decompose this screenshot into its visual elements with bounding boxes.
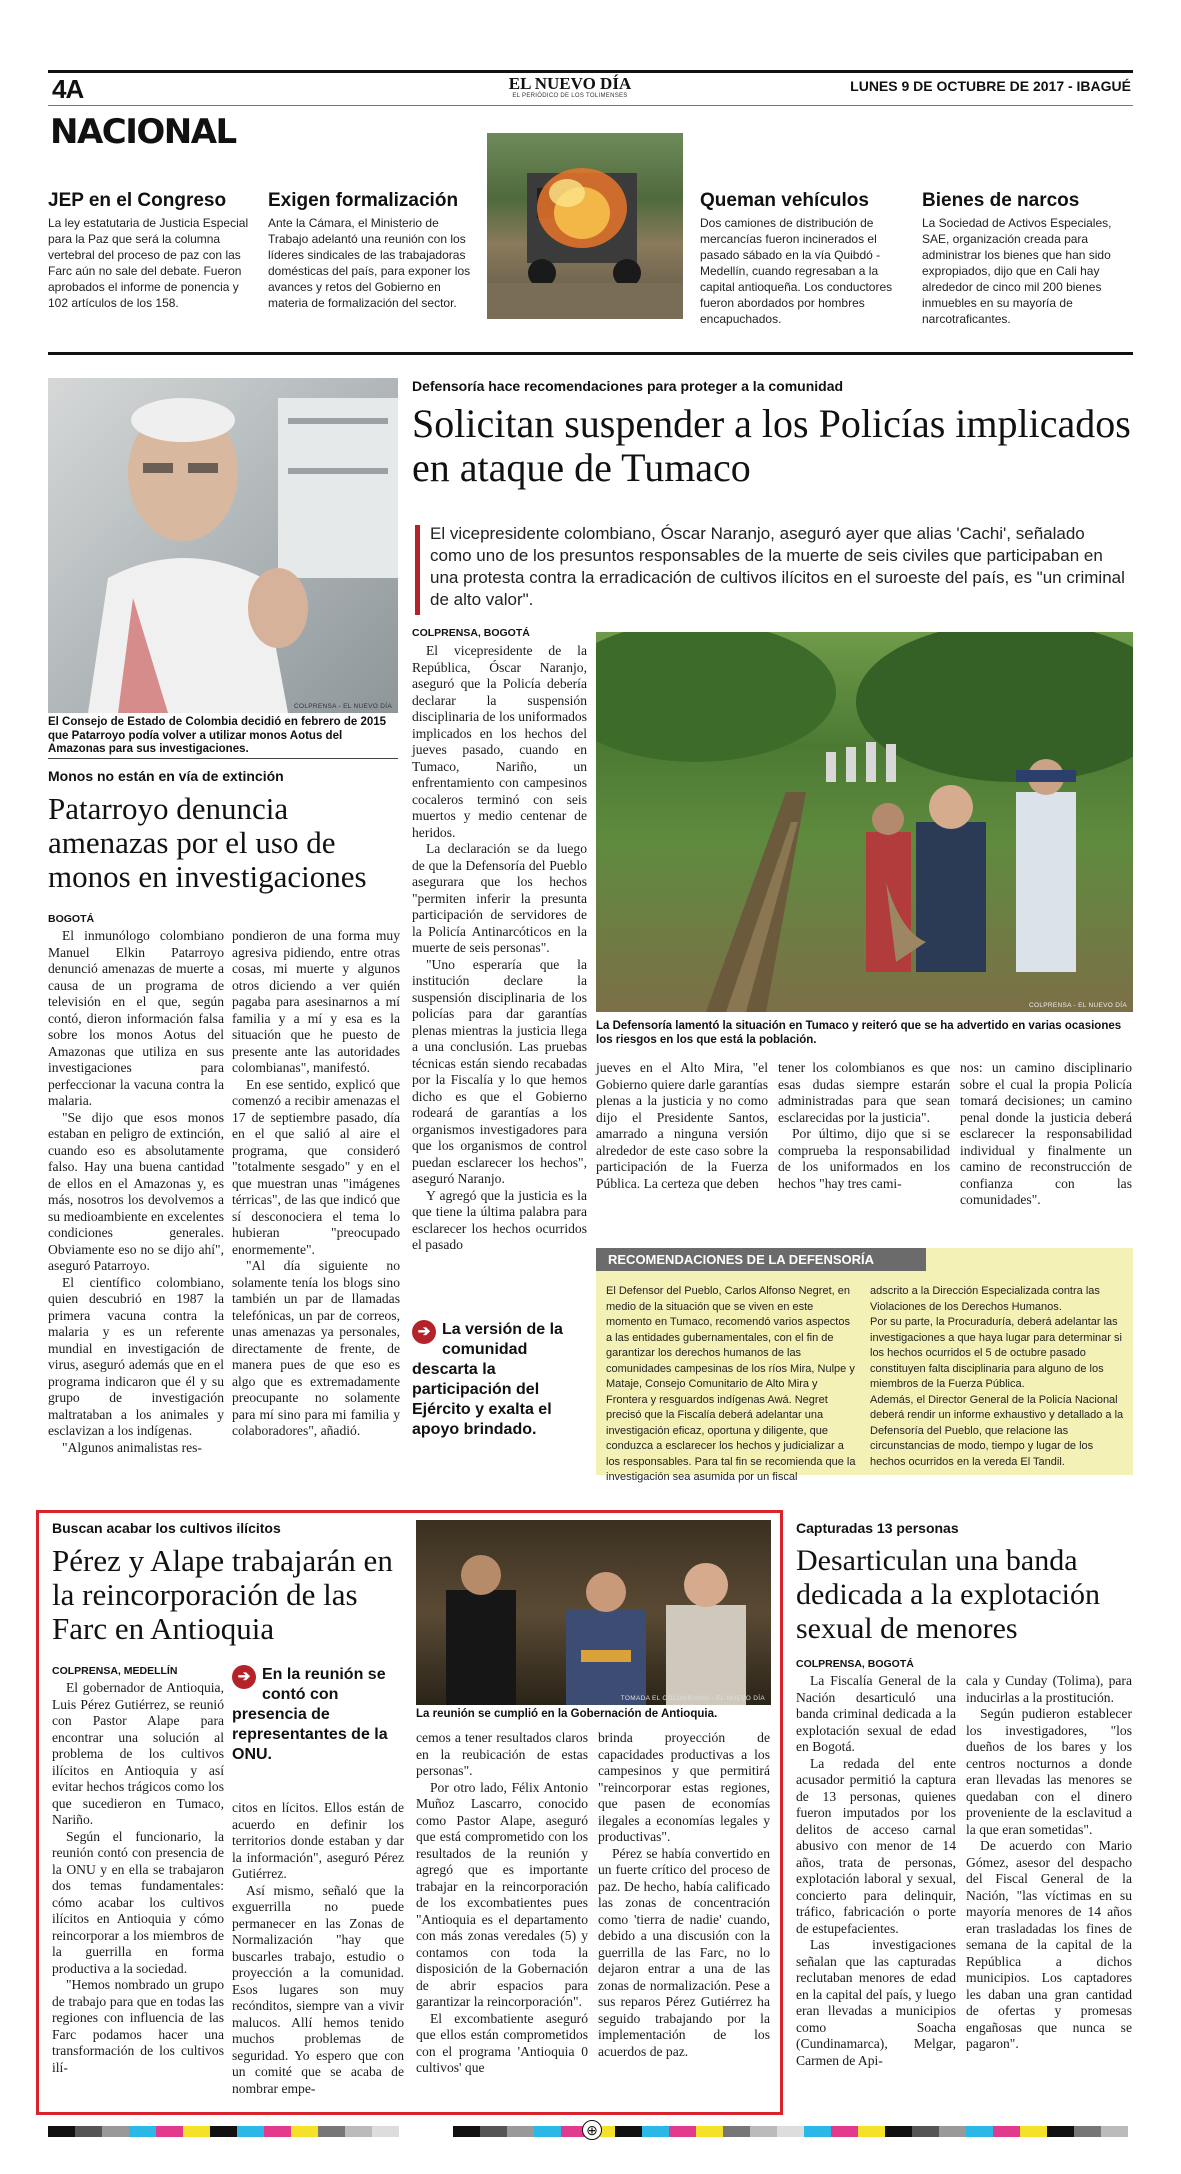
patarroyo-kicker: Monos no están en vía de extinción bbox=[48, 768, 284, 784]
pull-text: La versión de la comunidad descarta la participación del Ejército y exalta el apoyo brindado. bbox=[412, 1321, 563, 1438]
paragraph: En ese sentido, explicó que comenzó a recibir amenazas el 17 de septiembre pasado, día en el que salió al aire el programa, que consideró "totalmente sesgado" y en el que muestran unas "imágenes térricas", de las que indicó que sí desconociera el tema lo hubieran "preocupado enormemente". bbox=[232, 1076, 400, 1257]
tumaco-col3 bbox=[778, 1060, 950, 1192]
perez-byline: COLPRENSA, MEDELLÍN bbox=[52, 1665, 178, 1677]
patarroyo-image bbox=[48, 378, 398, 713]
paragraph: "Hemos nombrado un grupo de trabajo para que en todas las regiones con influencia de las Farc podamos hacer una transformación de los cultivos ilí- bbox=[52, 1977, 224, 2075]
header-rule bbox=[48, 105, 1133, 106]
paragraph: Por último, dijo que si se comprueba la responsabilidad de los uniformados en los hechos "hay tres cami- bbox=[778, 1126, 950, 1191]
paragraph: El científico colombiano, quien descubrió en 1987 la primera vacuna contra la malaria y es un referente mundial en investigación de virus, aseguró además que en el programa indicaron que él y su grupo de investigación maltrataban a los animales y esclavizan a los indígenas. bbox=[48, 1274, 224, 1438]
banda-byline: COLPRENSA, BOGOTÁ bbox=[796, 1658, 914, 1670]
perez-pull-quote bbox=[232, 1665, 407, 1765]
tumaco-caption: La Defensoría lamentó la situación en Tumaco y reiteró que se ha advertido en varias ocasiones los riesgos en los que está la población. bbox=[596, 1020, 1122, 1046]
paragraph: La Fiscalía General de la Nación desarticuló una banda criminal dedicada a la explotación sexual de edad en Bogotá. bbox=[796, 1673, 956, 1754]
registration-mark-icon: ⊕ bbox=[582, 2120, 602, 2140]
paragraph: nos: un camino disciplinario sobre el cual la propia Policía tomará decisiones; un camino penal donde la justicia deberá esclarecer la responsabilidad individual y finalmente un camino de reconstrucción de confianza con las comunidades". bbox=[960, 1060, 1132, 1207]
brief-title: Bienes de narcos bbox=[922, 190, 1080, 211]
banda-col2 bbox=[966, 1673, 1132, 2053]
box-col2: adscrito a la Dirección Especializada contra las Violaciones de los Derechos Humanos. Por su parte, la Procuraduría, deberá adelantar las investigaciones a que haya lugar para determinar si los hechos ocurridos el 5 de octubre pasado constituyen falta disciplinaria para alguno de los miembros de la Fuerza Pública. Además, el Director General de la Policía Nacional deberá rendir un informe exhaustivo y detallado a la Defensoría del Pueblo, que relacione las circunstancias de modo, tiempo y lugar de los hechos ocurridos en la vereda El Tandil. bbox=[870, 1285, 1124, 1468]
perez-headline: Pérez y Alape trabajarán en la reincorporación de las Farc en Antioquia bbox=[52, 1543, 393, 1646]
top-rule bbox=[48, 70, 1133, 73]
paragraph: Pérez se había convertido en un fuerte crítico del proceso de paz. De hecho, había calificado las zonas de concentración como 'tierra de nadie' cuando, debido a una discusión con la guerrilla de las Farc, no lo dejaron entrar a una de las zonas de normalización. Pese a sus reparos Pérez Gutiérrez ha seguido trabajando por la implementación de los acuerdos de paz. bbox=[598, 1845, 770, 2059]
brief-title: JEP en el Congreso bbox=[48, 190, 227, 211]
paragraph: tener los colombianos es que esas dudas siempre estarán administradas para que sean esclarecidas por la justicia". bbox=[778, 1060, 950, 1125]
brief-title: Queman vehículos bbox=[700, 190, 869, 211]
tumaco-byline: COLPRENSA, BOGOTÁ bbox=[412, 627, 530, 639]
paragraph: El gobernador de Antioquia, Luis Pérez Gutiérrez, se reunió con Pastor Alape para encontrar una solución al problema de los cultivos ilícitos en Antioquia y así evitar hechos trágicos como los que sucedieron en Tumaco, Nariño. bbox=[52, 1680, 224, 1827]
page-number: 4A bbox=[52, 74, 84, 104]
brand-logo bbox=[500, 75, 640, 103]
paragraph: La redada del ente acusador permitió la captura de 13 personas, quienes fueron imputados por los delitos de acceso carnal abusivo con menor de 14 años, trata de personas, explotación laboral y sexual, concierto para delinquir, tráfico, fabricación o porte de estupefacientes. bbox=[796, 1755, 956, 1936]
tumaco-image bbox=[596, 632, 1133, 1012]
paragraph: Así mismo, señaló que la exguerrilla no puede permanecer en las Zonas de Normalización "hay que buscarles trabajo, estudio o proyección a la comunidad. Esos lugares son muy recónditos, siempre van a vivir malucos. Allí hemos tenido muchos problemas de seguridad. Yo espero que con un comité que se acaba de nombrar empe- bbox=[232, 1882, 404, 2096]
paragraph: citos en lícitos. Ellos están de acuerdo en definir los territorios donde estaban y dar la información", aseguró Pérez Gutiérrez. bbox=[232, 1800, 404, 1881]
brief-text: Ante la Cámara, el Ministerio de Trabajo adelantó una reunión con los líderes sindicales de las trabajadoras domésticas del país, para exponer los avances y retos del Gobierno en materia de formalización del sector. bbox=[268, 216, 471, 310]
rule bbox=[48, 758, 398, 759]
perez-col4 bbox=[598, 1730, 770, 2060]
burning-truck-image bbox=[487, 133, 683, 319]
burning-truck-photo bbox=[487, 133, 683, 319]
recommendations-box bbox=[596, 1248, 1133, 1483]
paragraph: cemos a tener resultados claros en la reubicación de estas personas". bbox=[416, 1730, 588, 1778]
pull-text: En la reunión se contó con presencia de representantes de la ONU. bbox=[232, 1666, 388, 1763]
brief-text: La ley estatutaria de Justicia Especial para la Paz que será la columna vertebral del proceso de paz con las Farc aún no sale del debate. Fueron aprobados el informe de ponencia y 102 artículos de los 158. bbox=[48, 216, 249, 310]
brief-formalizacion bbox=[268, 190, 473, 311]
paragraph: De acuerdo con Mario Gómez, asesor del despacho del Fiscal General de la Nación, "las víctimas en su mayoría menores de 14 años eran trasladadas los fines de semana de la capital de la República a dichos municipios. Los captadores les daban una gran cantidad de ofertas y promesas engañosas que nunca se pagaron". bbox=[966, 1838, 1132, 2051]
perez-col3 bbox=[416, 1730, 588, 2077]
perez-col2 bbox=[232, 1800, 404, 2097]
paragraph: "Algunos animalistas res- bbox=[62, 1439, 202, 1455]
arrow-right-icon: ➔ bbox=[232, 1665, 256, 1689]
tumaco-headline: Solicitan suspender a los Policías implicados en ataque de Tumaco bbox=[412, 401, 1131, 490]
brief-title: Exigen formalización bbox=[268, 190, 459, 211]
box-col1: El Defensor del Pueblo, Carlos Alfonso Negret, en medio de la situación que se viven en este momento en Tumaco, recomendó varios aspectos a las entidades gubernamentales, con el fin de garantizar los derechos humanos de las comunidades campesinas de los ríos Mira, Nulpe y Mataje, Consejo Comunitario de Alto Mira y Frontera y resguardos indígenas Awá. Negret precisó que la Fiscalía deberá adelantar una investigación eficaz, oportuna y diligente, que conduzca a esclarecer los hechos y judicializar a los responsables. Para tal fin se recomienda que la investigación sea asumida por un fiscal bbox=[606, 1285, 856, 1483]
paragraph: El inmunólogo colombiano Manuel Elkin Patarroyo denunció amenazas de muerte a causa de un programa de televisión en el que, según contó, dieron información falsa sobre los monos Aotus del Amazonas que utiliza en sus investigaciones para perfeccionar la vacuna contra la malaria. bbox=[48, 928, 224, 1108]
paragraph: jueves en el Alto Mira, "el Gobierno quiere darle garantías plenas a la justicia y no como dijo el Presidente Santos, amarrado a ninguna versión alrededor de este caso sobre la participación de la Fuerza Pública. La certeza que deben bbox=[596, 1060, 768, 1191]
tumaco-col2 bbox=[596, 1060, 768, 1192]
meeting-image bbox=[416, 1520, 771, 1705]
perez-caption: La reunión se cumplió en la Gobernación de Antioquia. bbox=[416, 1708, 718, 1720]
tumaco-col1 bbox=[412, 643, 587, 1254]
tumaco-pull-quote bbox=[412, 1320, 587, 1440]
paragraph: Según pudieron establecer los investigadores, "los dueños de los bares y los centros nocturnos a donde eran llevadas las menores se quedaban con el dinero proveniente de la esclavitud a la que eran sometidas". bbox=[966, 1706, 1132, 1837]
brand-name: EL NUEVO DÍA bbox=[508, 74, 632, 93]
tumaco-col4 bbox=[960, 1060, 1132, 1209]
section-title: NACIONAL bbox=[50, 112, 236, 152]
lead-accent bbox=[415, 525, 420, 615]
tumaco-lead: El vicepresidente colombiano, Óscar Naranjo, aseguró ayer que alias 'Cachi', señalado como uno de los presuntos responsables de la muerte de seis civiles que participaban en una protesta contra la erradicación de cultivos ilícitos en el suroeste del país, es "un criminal de alto valor". bbox=[430, 524, 1125, 609]
perez-photo bbox=[416, 1520, 771, 1705]
photo-credit: COLPRENSA - EL NUEVO DÍA bbox=[1029, 1002, 1127, 1009]
tumaco-photo bbox=[596, 632, 1133, 1012]
brief-text: La Sociedad de Activos Especiales, SAE, organización creada para administrar los bienes que han sido expropiados, dijo que en Cali hay alrededor de cinco mil 200 bienes inmuebles en su mayoría de narcotraficantes. bbox=[922, 216, 1112, 326]
photo-credit: TOMADA EL COLOMBIANO - EL NUEVO DÍA bbox=[620, 1695, 765, 1702]
patarroyo-headline: Patarroyo denuncia amenazas por el uso de monos en investigaciones bbox=[48, 791, 367, 894]
paragraph: El excombatiente aseguró que ellos están comprometidos con el programa 'Antioquia 0 cultivos' que bbox=[416, 2010, 588, 2075]
paragraph: pondieron de una forma muy agresiva pidiendo, entre otras cosas, mi muerte y algunos otros diciendo a ver quién pagaba para asesinarnos a mí familia y a mí y esa es la situación que he puesto de presente ante las autoridades colombianas", manifestó. bbox=[232, 928, 400, 1075]
paragraph: "Al día siguiente no solamente tenía los blogs sino también un par de llamadas telefónicas, un par de correos, unas amenazas ya personales, directamente de frente, de manera pues de que eso es algo que es extremadamente preocupante no solamente para mí sino para mi familia y colaboradores", añadió. bbox=[232, 1258, 400, 1438]
paragraph: Según el funcionario, la reunión contó con presencia de la ONU y en ella se trabajaron dos temas fundamentales: cómo acabar los cultivos ilícitos en Antioquia y cómo reincorporar a los miembros de la guerrilla en forma productiva a la sociedad. bbox=[52, 1828, 224, 1976]
patarroyo-caption: El Consejo de Estado de Colombia decidió en febrero de 2015 que Patarroyo podía volver a utilizar monos Aotus del Amazonas para sus investigaciones. bbox=[48, 716, 387, 755]
perez-col1 bbox=[52, 1680, 224, 2076]
brief-jep bbox=[48, 190, 258, 311]
paragraph: "Se dijo que esos monos estaban en peligro de extinción, cuando eso es absolutamente falso. Hay una buena cantidad de ellos en el Amazonas y, es más, nosotros los devolvemos a su medioambiente en excelentes condiciones generales. Obviamente eso no se dijo ahí", aseguró Patarroyo. bbox=[48, 1109, 224, 1273]
arrow-right-icon: ➔ bbox=[412, 1320, 436, 1344]
patarroyo-byline: BOGOTÁ bbox=[48, 913, 95, 925]
box-title: RECOMENDACIONES DE LA DEFENSORÍA bbox=[596, 1248, 926, 1271]
brief-quema bbox=[700, 190, 910, 327]
issue-date: LUNES 9 DE OCTUBRE DE 2017 - IBAGUÉ bbox=[850, 78, 1131, 94]
briefs-rule bbox=[48, 352, 1133, 355]
paragraph: El vicepresidente de la República, Óscar Naranjo, aseguró que la Policía debería declarar la suspensión disciplinaria de los uniformados implicados en los hechos del jueves pasado, cuando en Tumaco, Nariño, un enfrentamiento con campesinos cocaleros terminó con seis muertos y medio centenar de heridos. bbox=[412, 643, 587, 840]
paragraph: brinda proyección de capacidades productivas a los campesinos y que permitirá "reincorporar estas regiones, que pasen de economías ilegales a economías legales y productivas". bbox=[598, 1730, 770, 1844]
banda-kicker: Capturadas 13 personas bbox=[796, 1520, 959, 1536]
banda-headline: Desarticulan una banda dedicada a la explotación sexual de menores bbox=[796, 1544, 1101, 1645]
patarroyo-col2 bbox=[232, 928, 400, 1440]
paragraph: cala y Cunday (Tolima), para inducirlas a la prostitución. bbox=[966, 1673, 1132, 1705]
perez-kicker: Buscan acabar los cultivos ilícitos bbox=[52, 1520, 281, 1536]
photo-credit: COLPRENSA - EL NUEVO DÍA bbox=[294, 703, 392, 710]
tumaco-kicker: Defensoría hace recomendaciones para proteger a la comunidad bbox=[412, 378, 844, 394]
patarroyo-photo bbox=[48, 378, 398, 713]
paragraph: La declaración se da luego de que la Defensoría del Pueblo asegurara que los hechos "permiten inferir la presunta participación de servidores de la Policía Antinarcóticos en la muerte de seis personas". bbox=[412, 841, 587, 955]
brief-narcos bbox=[922, 190, 1132, 327]
patarroyo-col1 bbox=[48, 928, 224, 1456]
paragraph: Por otro lado, Félix Antonio Muñoz Lascarro, conocido como Pastor Alape, aseguró que está comprometido con los resultados de la reunión y agregó que es importante trabajar en la reincorporación de los excombatientes pues "Antioquia es el departamento con más zonas veredales (5) y contamos con toda la disposición de la Gobernación de abrir espacios para garantizar la reincorporación". bbox=[416, 1779, 588, 2009]
brand-sub: EL PERIÓDICO DE LOS TOLIMENSES bbox=[512, 93, 628, 99]
paragraph: "Uno esperaría que la institución declare la suspensión disciplinaria de los policías para dar garantías plenas mientras la justicia llega a una conclusión. Las pruebas técnicas están siendo recabadas por la Fiscalía y lo que hemos dicho es que el Gobierno rodeará de garantías a los organismos investigadores para que los organismos de control puedan esclarecer los hechos", aseguró Naranjo. bbox=[412, 956, 587, 1186]
banda-col1 bbox=[796, 1673, 956, 2069]
paragraph: Y agregó que la justicia es la que tiene la última palabra para esclarecer los hechos ocurridos el pasado bbox=[412, 1187, 587, 1252]
brief-text: Dos camiones de distribución de mercancías fueron incinerados el pasado sábado en la vía Quibdó - Medellín, cuando regresaban a la capital antioqueña. Los conductores fueron abordados por hombres encapuchados. bbox=[700, 216, 893, 326]
paragraph: Las investigaciones señalan que las capturadas reclutaban menores de edad en la capital del país, y luego eran llevadas a municipios como Soacha (Cundinamarca), Melgar, Carmen de Api- bbox=[796, 1937, 956, 2068]
